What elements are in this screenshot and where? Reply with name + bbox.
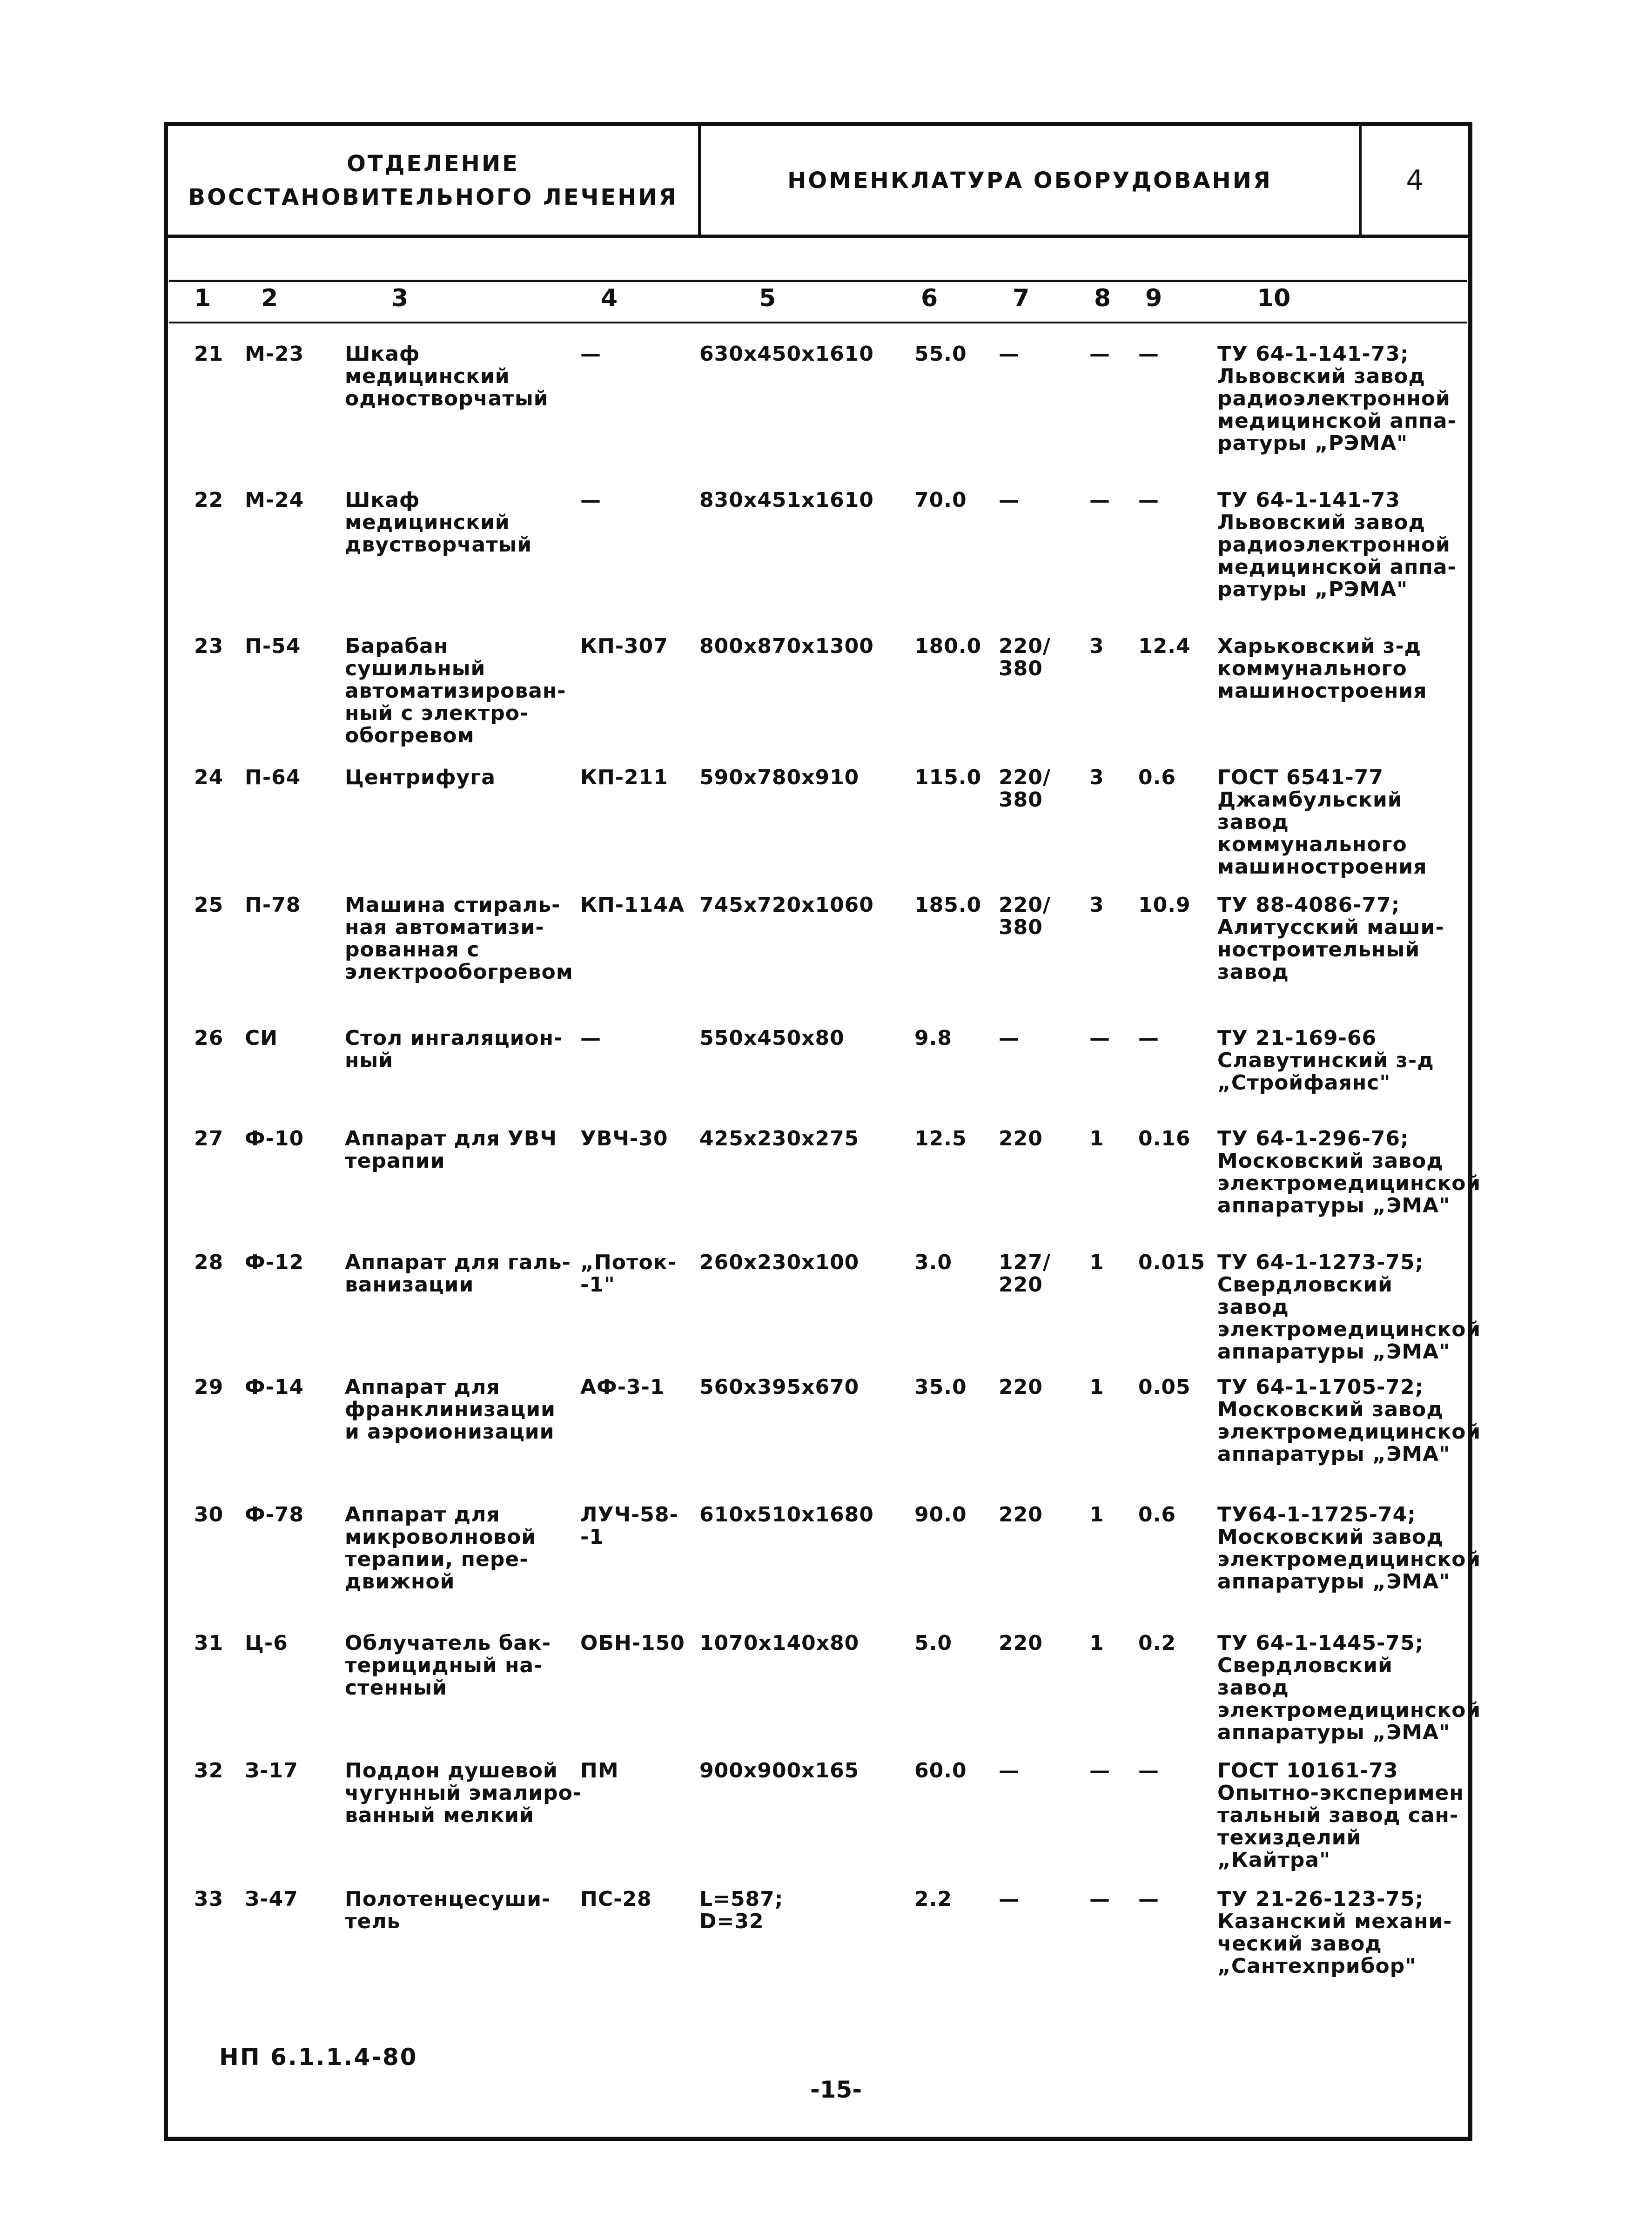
mass-cell: 2.2 [914, 1887, 952, 1911]
phase-cell: — [1089, 342, 1110, 366]
col-num-3: 3 [391, 284, 409, 312]
mass-cell: 35.0 [914, 1375, 967, 1399]
phase-cell: 3 [1089, 634, 1104, 658]
phase-cell: — [1089, 1887, 1110, 1911]
col-num-8: 8 [1094, 284, 1111, 312]
equipment-code-cell: Ц-6 [245, 1631, 288, 1655]
row-number-cell: 26 [194, 1026, 224, 1050]
col-num-10: 10 [1257, 284, 1291, 312]
sheet-number: 4 [1406, 164, 1424, 197]
manufacturer-cell: ТУ 64-1-1273-75; Свердловский завод электромедицинской аппаратуры „ЭМА" [1217, 1251, 1481, 1364]
phase-cell: 3 [1089, 893, 1104, 917]
dimensions-cell: 900x900x165 [699, 1759, 860, 1783]
equipment-code-cell: Ф-12 [245, 1251, 304, 1274]
manufacturer-cell: ТУ 88-4086-77; Алитусский маши- ностроительный завод [1217, 893, 1444, 984]
row-number-cell: 27 [194, 1127, 224, 1150]
document-code: НП 6.1.1.4-80 [219, 2044, 418, 2071]
phase-cell: 1 [1089, 1375, 1104, 1399]
power-cell: 10.9 [1138, 893, 1191, 917]
power-cell: 0.16 [1138, 1127, 1191, 1150]
row-number-cell: 31 [194, 1631, 224, 1655]
power-cell: 0.6 [1138, 1503, 1176, 1527]
mass-cell: 3.0 [914, 1251, 952, 1274]
col-num-5: 5 [759, 284, 776, 312]
equipment-name-cell: Аппарат для галь- ванизации [345, 1251, 571, 1297]
col-num-2: 2 [261, 284, 278, 312]
equipment-name-cell: Шкаф медицинский одностворчатый [345, 342, 549, 410]
model-type-cell: КП-114А [580, 893, 685, 917]
mass-cell: 185.0 [914, 893, 982, 917]
equipment-name-cell: Поддон душевой чугунный эмалиро- ванный мелкий [345, 1759, 582, 1827]
mass-cell: 5.0 [914, 1631, 952, 1655]
power-cell: 0.05 [1138, 1375, 1191, 1399]
dimensions-cell: L=587; D=32 [699, 1887, 784, 1933]
power-cell: — [1138, 342, 1159, 366]
model-type-cell: КП-307 [580, 634, 668, 658]
phase-cell: 3 [1089, 766, 1104, 789]
power-cell: — [1138, 488, 1159, 512]
voltage-cell: — [999, 1887, 1020, 1911]
equipment-code-cell: Ф-14 [245, 1375, 304, 1399]
model-type-cell: УВЧ-30 [580, 1127, 668, 1150]
col-num-6: 6 [921, 284, 938, 312]
voltage-cell: — [999, 1759, 1020, 1783]
row-number-cell: 25 [194, 893, 224, 917]
document-title: НОМЕНКЛАТУРА ОБОРУДОВАНИЯ [701, 126, 1362, 235]
manufacturer-cell: ТУ 64-1-141-73 Львовский завод радиоэлектронной медицинской аппа- ратуры „РЭМА" [1217, 488, 1457, 601]
page-number: -15- [810, 2076, 862, 2103]
power-cell: — [1138, 1887, 1159, 1911]
dimensions-cell: 425x230x275 [699, 1127, 860, 1150]
equipment-code-cell: П-78 [245, 893, 301, 917]
model-type-cell: ПС-28 [580, 1887, 652, 1911]
row-number-cell: 29 [194, 1375, 224, 1399]
voltage-cell: 220 [999, 1503, 1043, 1527]
phase-cell: 1 [1089, 1127, 1104, 1150]
voltage-cell: 220/ 380 [999, 634, 1051, 680]
equipment-code-cell: П-54 [245, 634, 301, 658]
row-number-cell: 22 [194, 488, 224, 512]
equipment-name-cell: Аппарат для микроволновой терапии, пере- движной [345, 1503, 537, 1594]
row-number-cell: 24 [194, 766, 224, 789]
table-header-rule [169, 322, 1467, 323]
equipment-code-cell: П-64 [245, 766, 301, 789]
row-number-cell: 23 [194, 634, 224, 658]
table-top-rule [169, 280, 1467, 282]
power-cell: — [1138, 1759, 1159, 1783]
mass-cell: 55.0 [914, 342, 967, 366]
manufacturer-cell: ТУ64-1-1725-74; Московский завод электромедицинской аппаратуры „ЭМА" [1217, 1503, 1481, 1594]
power-cell: — [1138, 1026, 1159, 1050]
manufacturer-cell: ГОСТ 6541-77 Джамбульский завод коммунального машиностроения [1217, 766, 1427, 879]
phase-cell: — [1089, 1026, 1110, 1050]
mass-cell: 70.0 [914, 488, 967, 512]
dimensions-cell: 610x510x1680 [699, 1503, 874, 1527]
mass-cell: 180.0 [914, 634, 982, 658]
mass-cell: 90.0 [914, 1503, 967, 1527]
equipment-code-cell: Ф-78 [245, 1503, 304, 1527]
mass-cell: 9.8 [914, 1026, 952, 1050]
dimensions-cell: 630x450x1610 [699, 342, 874, 366]
power-cell: 0.015 [1138, 1251, 1206, 1274]
manufacturer-cell: ТУ 21-26-123-75; Казанский механи- ческий завод „Сантехприбор" [1217, 1887, 1452, 1978]
mass-cell: 60.0 [914, 1759, 967, 1783]
power-cell: 12.4 [1138, 634, 1191, 658]
manufacturer-cell: ГОСТ 10161-73 Опытно-эксперимен тальный завод сан- техизделий „Кайтра" [1217, 1759, 1464, 1872]
power-cell: 0.6 [1138, 766, 1176, 789]
voltage-cell: 220 [999, 1631, 1043, 1655]
equipment-name-cell: Аппарат для франклинизации и аэроионизации [345, 1375, 556, 1444]
model-type-cell: КП-211 [580, 766, 668, 789]
manufacturer-cell: ТУ 64-1-296-76; Московский завод электромедицинской аппаратуры „ЭМА" [1217, 1127, 1481, 1217]
dimensions-cell: 800x870x1300 [699, 634, 874, 658]
model-type-cell: ПМ [580, 1759, 619, 1783]
department-line-2: ВОССТАНОВИТЕЛЬНОГО ЛЕЧЕНИЯ [188, 184, 678, 210]
equipment-name-cell: Полотенцесуши- тель [345, 1887, 551, 1933]
dimensions-cell: 745x720x1060 [699, 893, 874, 917]
equipment-name-cell: Шкаф медицинский двустворчатый [345, 488, 532, 557]
model-type-cell: ЛУЧ-58- -1 [580, 1503, 678, 1549]
equipment-name-cell: Центрифуга [345, 766, 496, 789]
equipment-name-cell: Машина стираль- ная автоматизи- рованная с электрообогревом [345, 893, 573, 984]
equipment-code-cell: М-23 [245, 342, 304, 366]
row-number-cell: 30 [194, 1503, 224, 1527]
model-type-cell: — [580, 488, 601, 512]
phase-cell: 1 [1089, 1503, 1104, 1527]
equipment-name-cell: Стол ингаляцион- ный [345, 1026, 563, 1072]
mass-cell: 12.5 [914, 1127, 967, 1150]
dimensions-cell: 260x230x100 [699, 1251, 860, 1274]
title-block [168, 126, 1468, 238]
row-number-cell: 28 [194, 1251, 224, 1274]
manufacturer-cell: ТУ 64-1-1705-72; Московский завод электромедицинской аппаратуры „ЭМА" [1217, 1375, 1481, 1466]
col-num-7: 7 [1013, 284, 1030, 312]
equipment-code-cell: М-24 [245, 488, 304, 512]
manufacturer-cell: ТУ 64-1-141-73; Львовский завод радиоэлектронной медицинской аппа- ратуры „РЭМА" [1217, 342, 1457, 455]
department-line-1: ОТДЕЛЕНИЕ [347, 150, 519, 177]
dimensions-cell: 590x780x910 [699, 766, 860, 789]
manufacturer-cell: Харьковский з-д коммунального машиностроения [1217, 634, 1427, 703]
voltage-cell: 220/ 380 [999, 766, 1051, 812]
voltage-cell: — [999, 488, 1020, 512]
voltage-cell: 220 [999, 1375, 1043, 1399]
row-number-cell: 33 [194, 1887, 224, 1911]
col-num-9: 9 [1145, 284, 1162, 312]
phase-cell: 1 [1089, 1631, 1104, 1655]
voltage-cell: — [999, 342, 1020, 366]
dimensions-cell: 1070x140x80 [699, 1631, 860, 1655]
equipment-code-cell: З-47 [245, 1887, 298, 1911]
model-type-cell: — [580, 1026, 601, 1050]
row-number-cell: 21 [194, 342, 224, 366]
phase-cell: — [1089, 1759, 1110, 1783]
equipment-code-cell: З-17 [245, 1759, 298, 1783]
phase-cell: — [1089, 488, 1110, 512]
page-frame [164, 122, 1481, 2141]
equipment-name-cell: Аппарат для УВЧ терапии [345, 1127, 557, 1173]
col-num-4: 4 [601, 284, 618, 312]
department-cell [168, 126, 701, 235]
mass-cell: 115.0 [914, 766, 982, 789]
model-type-cell: — [580, 342, 601, 366]
voltage-cell: 220 [999, 1127, 1043, 1150]
column-number-row [168, 284, 1468, 317]
equipment-code-cell: Ф-10 [245, 1127, 304, 1150]
model-type-cell: „Поток- -1" [580, 1251, 677, 1297]
power-cell: 0.2 [1138, 1631, 1176, 1655]
equipment-code-cell: СИ [245, 1026, 278, 1050]
dimensions-cell: 560x395x670 [699, 1375, 860, 1399]
phase-cell: 1 [1089, 1251, 1104, 1274]
manufacturer-cell: ТУ 21-169-66 Славутинский з-д „Стройфаянс" [1217, 1026, 1434, 1095]
voltage-cell: 127/ 220 [999, 1251, 1051, 1297]
equipment-name-cell: Барабан сушильный автоматизирован- ный с электро- обогревом [345, 634, 566, 747]
voltage-cell: — [999, 1026, 1020, 1050]
col-num-1: 1 [194, 284, 211, 312]
equipment-name-cell: Облучатель бак- терицидный на- стенный [345, 1631, 551, 1700]
model-type-cell: АФ-3-1 [580, 1375, 665, 1399]
row-number-cell: 32 [194, 1759, 224, 1783]
manufacturer-cell: ТУ 64-1-1445-75; Свердловский завод электромедицинской аппаратуры „ЭМА" [1217, 1631, 1481, 1744]
model-type-cell: ОБН-150 [580, 1631, 685, 1655]
dimensions-cell: 550x450x80 [699, 1026, 845, 1050]
dimensions-cell: 830x451x1610 [699, 488, 874, 512]
voltage-cell: 220/ 380 [999, 893, 1051, 939]
